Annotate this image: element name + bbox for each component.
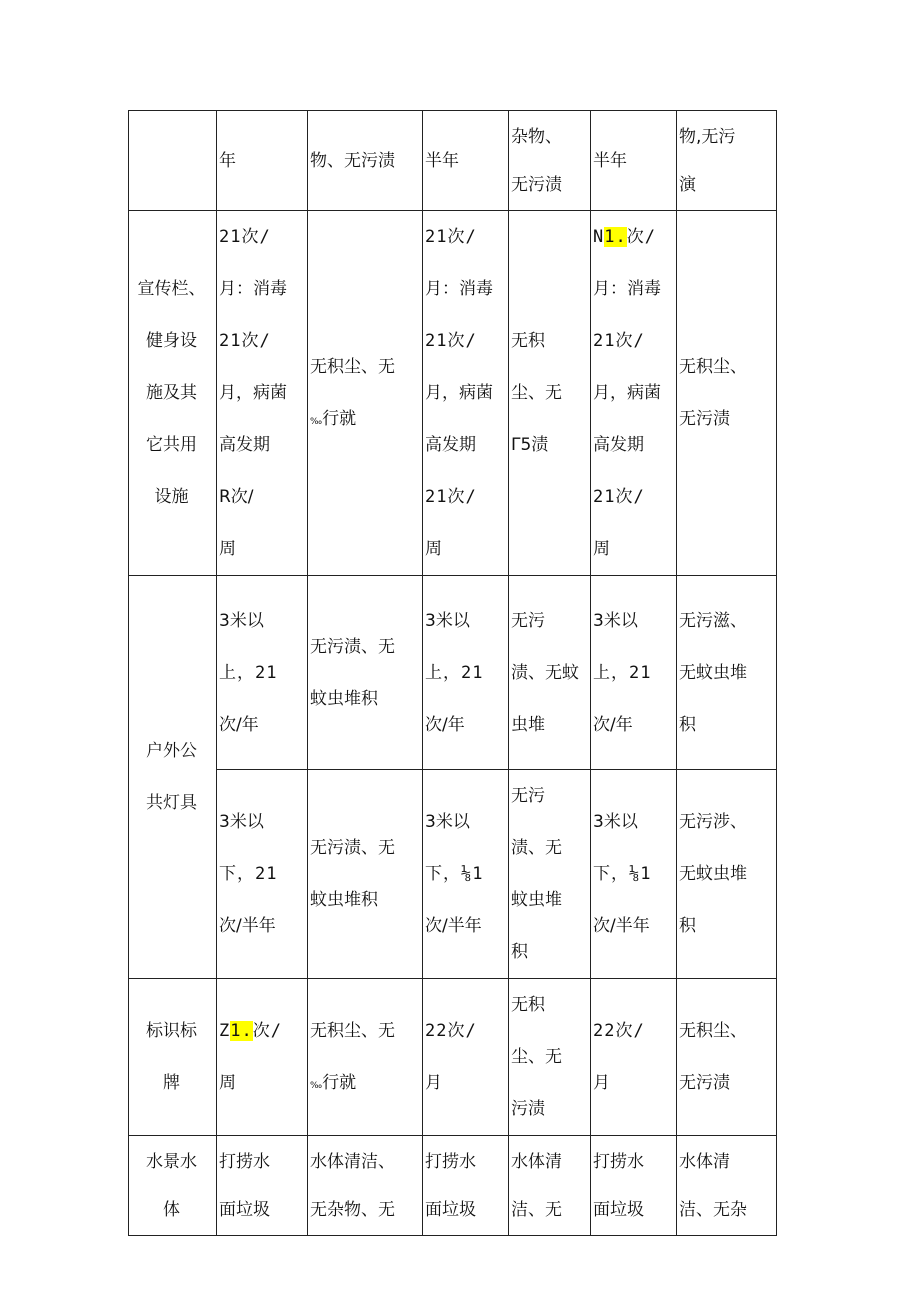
highlight-mark: 1.	[604, 227, 627, 247]
standard-cell	[308, 1136, 423, 1236]
cell-line: 水体清	[679, 1151, 730, 1172]
category-cell	[129, 211, 217, 576]
standard-cell	[509, 770, 591, 979]
cell-line: 设施	[154, 487, 189, 507]
cell-line: 打捞水	[219, 1151, 270, 1172]
cell-line: 无污渍	[511, 174, 562, 195]
cell-line	[593, 211, 672, 263]
cell-line: 杂物、	[511, 126, 562, 147]
frequency-cell	[423, 576, 509, 770]
cell-line	[310, 393, 418, 445]
standard-cell	[509, 576, 591, 770]
cell-line: 高发期	[593, 435, 644, 455]
category-cell	[129, 111, 217, 211]
standard-cell	[677, 111, 777, 211]
cell-line: 打捞水	[593, 1151, 644, 1172]
cell-line: 3米以	[425, 812, 470, 832]
cell-line: 下，21	[219, 864, 278, 884]
frequency-cell	[591, 770, 677, 979]
standard-cell	[677, 979, 777, 1136]
standard-cell	[677, 1136, 777, 1236]
standard-cell	[677, 211, 777, 576]
cell-line: 上，21	[425, 662, 484, 683]
highlight-mark: 1.	[230, 1021, 253, 1041]
cell-line: Γ5渍	[511, 435, 549, 455]
frequency-cell	[217, 111, 308, 211]
cell-line: 月	[593, 1073, 610, 1093]
cell-line: 健身设	[146, 331, 197, 351]
cell-line: 21次/	[219, 227, 271, 247]
standard-cell	[308, 576, 423, 770]
frequency-cell	[591, 1136, 677, 1236]
cell-line: 蚊虫堆	[511, 890, 562, 910]
cell-line: 污渍	[511, 1099, 545, 1119]
cell-line: 次/年	[593, 714, 633, 735]
cell-line: 牌	[163, 1073, 180, 1093]
cell-line: 它共用	[146, 435, 197, 455]
cell-line: 周	[219, 539, 236, 559]
cell-line: 渍、无蚊	[511, 662, 579, 683]
frequency-cell	[423, 1136, 509, 1236]
table-row	[129, 576, 777, 770]
cell-text: 行就	[322, 1073, 357, 1093]
cell-line: 无积尘、	[679, 357, 747, 377]
standard-cell	[509, 211, 591, 576]
cell-line: 蚊虫堆积	[310, 890, 378, 910]
cell-line: 物,无污	[679, 126, 736, 147]
cell-line: 3米以	[219, 610, 264, 631]
cell-line: 无污渍、无	[310, 838, 395, 858]
cell-line: 无积尘、无	[310, 1021, 395, 1041]
cell-line: 次/年	[425, 714, 465, 735]
cell-line: 虫堆	[511, 714, 545, 735]
standard-cell	[308, 211, 423, 576]
cell-line: 宣传栏、	[137, 279, 206, 299]
cell-line: 月	[425, 1073, 442, 1093]
category-cell	[129, 1136, 217, 1236]
standard-cell	[677, 576, 777, 770]
category-cell	[129, 979, 217, 1136]
cell-line: 21次/	[425, 487, 477, 507]
cell-line: 面垃圾	[593, 1199, 644, 1220]
cell-line: 月，病菌	[593, 383, 661, 403]
category-cell	[129, 576, 217, 979]
cell-line	[310, 1057, 418, 1109]
cell-line: 面垃圾	[219, 1199, 270, 1220]
frequency-cell	[591, 211, 677, 576]
cell-line: 22次/	[425, 1021, 477, 1041]
cell-line: 次/半年	[593, 916, 650, 936]
cell-line: 无积	[511, 995, 545, 1015]
cell-line: 高发期	[219, 435, 270, 455]
standard-cell	[677, 770, 777, 979]
maintenance-standards-table	[128, 110, 777, 1236]
cell-line: 尘、无	[511, 1047, 562, 1067]
cell-line	[219, 1005, 303, 1057]
cell-text: 次/	[626, 227, 656, 247]
cell-line: 次/半年	[425, 916, 482, 936]
cell-line: 21次/	[593, 487, 645, 507]
standard-cell	[308, 979, 423, 1136]
cell-text: 行就	[322, 409, 357, 429]
cell-line: 无污渍	[679, 1073, 730, 1093]
frequency-cell	[423, 111, 509, 211]
cell-line: 蚊虫堆积	[310, 688, 378, 709]
standard-cell	[509, 979, 591, 1136]
frequency-cell	[423, 211, 509, 576]
cell-line: 半年	[425, 150, 459, 171]
frequency-cell	[217, 576, 308, 770]
frequency-cell	[423, 979, 509, 1136]
cell-line: 打捞水	[425, 1151, 476, 1172]
standard-cell	[308, 770, 423, 979]
table-row	[129, 111, 777, 211]
cell-line: 次/年	[219, 714, 259, 735]
cell-line: 无污涉、	[679, 812, 747, 832]
cell-line: 积	[511, 942, 528, 962]
cell-line: 3米以	[593, 610, 638, 631]
cell-line: 上，21	[219, 662, 278, 683]
cell-line: 下，⅛1	[425, 864, 484, 884]
cell-line: 3米以	[425, 610, 470, 631]
frequency-cell	[217, 979, 308, 1136]
cell-line: 21次/	[593, 331, 645, 351]
cell-line: 无积尘、	[679, 1021, 747, 1041]
cell-line: 无污滋、	[679, 610, 747, 631]
cell-line: 洁、无	[511, 1199, 562, 1220]
cell-line: 月，病菌	[219, 383, 287, 403]
cell-line: 尘、无	[511, 383, 562, 403]
cell-line: 月：消毒	[593, 279, 661, 299]
cell-line: 标识标	[146, 1021, 197, 1041]
frequency-cell	[591, 576, 677, 770]
frequency-cell	[591, 111, 677, 211]
cell-text: 次/	[252, 1021, 282, 1041]
cell-line: 半年	[593, 150, 627, 171]
cell-line: 次/半年	[219, 916, 276, 936]
cell-line: 3米以	[219, 812, 264, 832]
cell-line: 面垃圾	[425, 1199, 476, 1220]
cell-line: 积	[679, 714, 696, 735]
cell-line: 高发期	[425, 435, 476, 455]
cell-line: 演	[679, 174, 696, 195]
cell-line: 月，病菌	[425, 383, 493, 403]
cell-line: 21次/	[425, 331, 477, 351]
cell-line: 水景水	[146, 1151, 197, 1172]
table-row	[129, 1136, 777, 1236]
cell-line: 渍、无	[511, 838, 562, 858]
cell-line: 无积尘、无	[310, 357, 395, 377]
cell-line: 月：消毒	[219, 279, 287, 299]
cell-line: 积	[679, 916, 696, 936]
cell-line: 无积	[511, 331, 545, 351]
frequency-cell	[217, 770, 308, 979]
cell-line: 无杂物、无	[310, 1199, 395, 1220]
frequency-cell	[591, 979, 677, 1136]
cell-line: 洁、无杂	[679, 1199, 747, 1220]
standard-cell	[509, 111, 591, 211]
frequency-cell	[217, 1136, 308, 1236]
frequency-cell	[217, 211, 308, 576]
standard-cell	[308, 111, 423, 211]
cell-line: 21次/	[425, 227, 477, 247]
cell-line: 22次/	[593, 1021, 645, 1041]
cell-line: 无污渍	[679, 409, 730, 429]
cell-line: 3米以	[593, 812, 638, 832]
cell-line: 周	[219, 1073, 236, 1093]
table-row	[129, 979, 777, 1136]
cell-line: 年	[219, 150, 236, 171]
cell-line: 共灯具	[146, 793, 197, 813]
cell-line: 21次/	[219, 331, 271, 351]
cell-line: 上，21	[593, 662, 652, 683]
cell-line: 无污	[511, 610, 545, 631]
ocr-mark: ‰	[310, 417, 323, 427]
cell-line: 无蚊虫堆	[679, 864, 747, 884]
cell-line: 无污	[511, 786, 545, 806]
cell-text: Z	[219, 1021, 231, 1041]
cell-line: 月：消毒	[425, 279, 493, 299]
cell-line: 物、无污渍	[310, 150, 395, 171]
cell-line: 无蚊虫堆	[679, 662, 747, 683]
table-row	[129, 211, 777, 576]
ocr-mark: ‰	[310, 1081, 323, 1091]
standard-cell	[509, 1136, 591, 1236]
frequency-cell	[423, 770, 509, 979]
table-row	[129, 770, 777, 979]
cell-line: 下，⅛1	[593, 864, 652, 884]
cell-line: 周	[425, 539, 442, 559]
cell-line: 周	[593, 539, 610, 559]
cell-line: 水体清洁、	[310, 1151, 395, 1172]
cell-line: 水体清	[511, 1151, 562, 1172]
cell-line: 施及其	[146, 383, 197, 403]
cell-line: R次/	[219, 487, 254, 507]
cell-line: 户外公	[146, 741, 197, 761]
cell-line: 体	[163, 1199, 180, 1220]
cell-text: N	[593, 227, 605, 247]
cell-line: 无污渍、无	[310, 636, 395, 657]
